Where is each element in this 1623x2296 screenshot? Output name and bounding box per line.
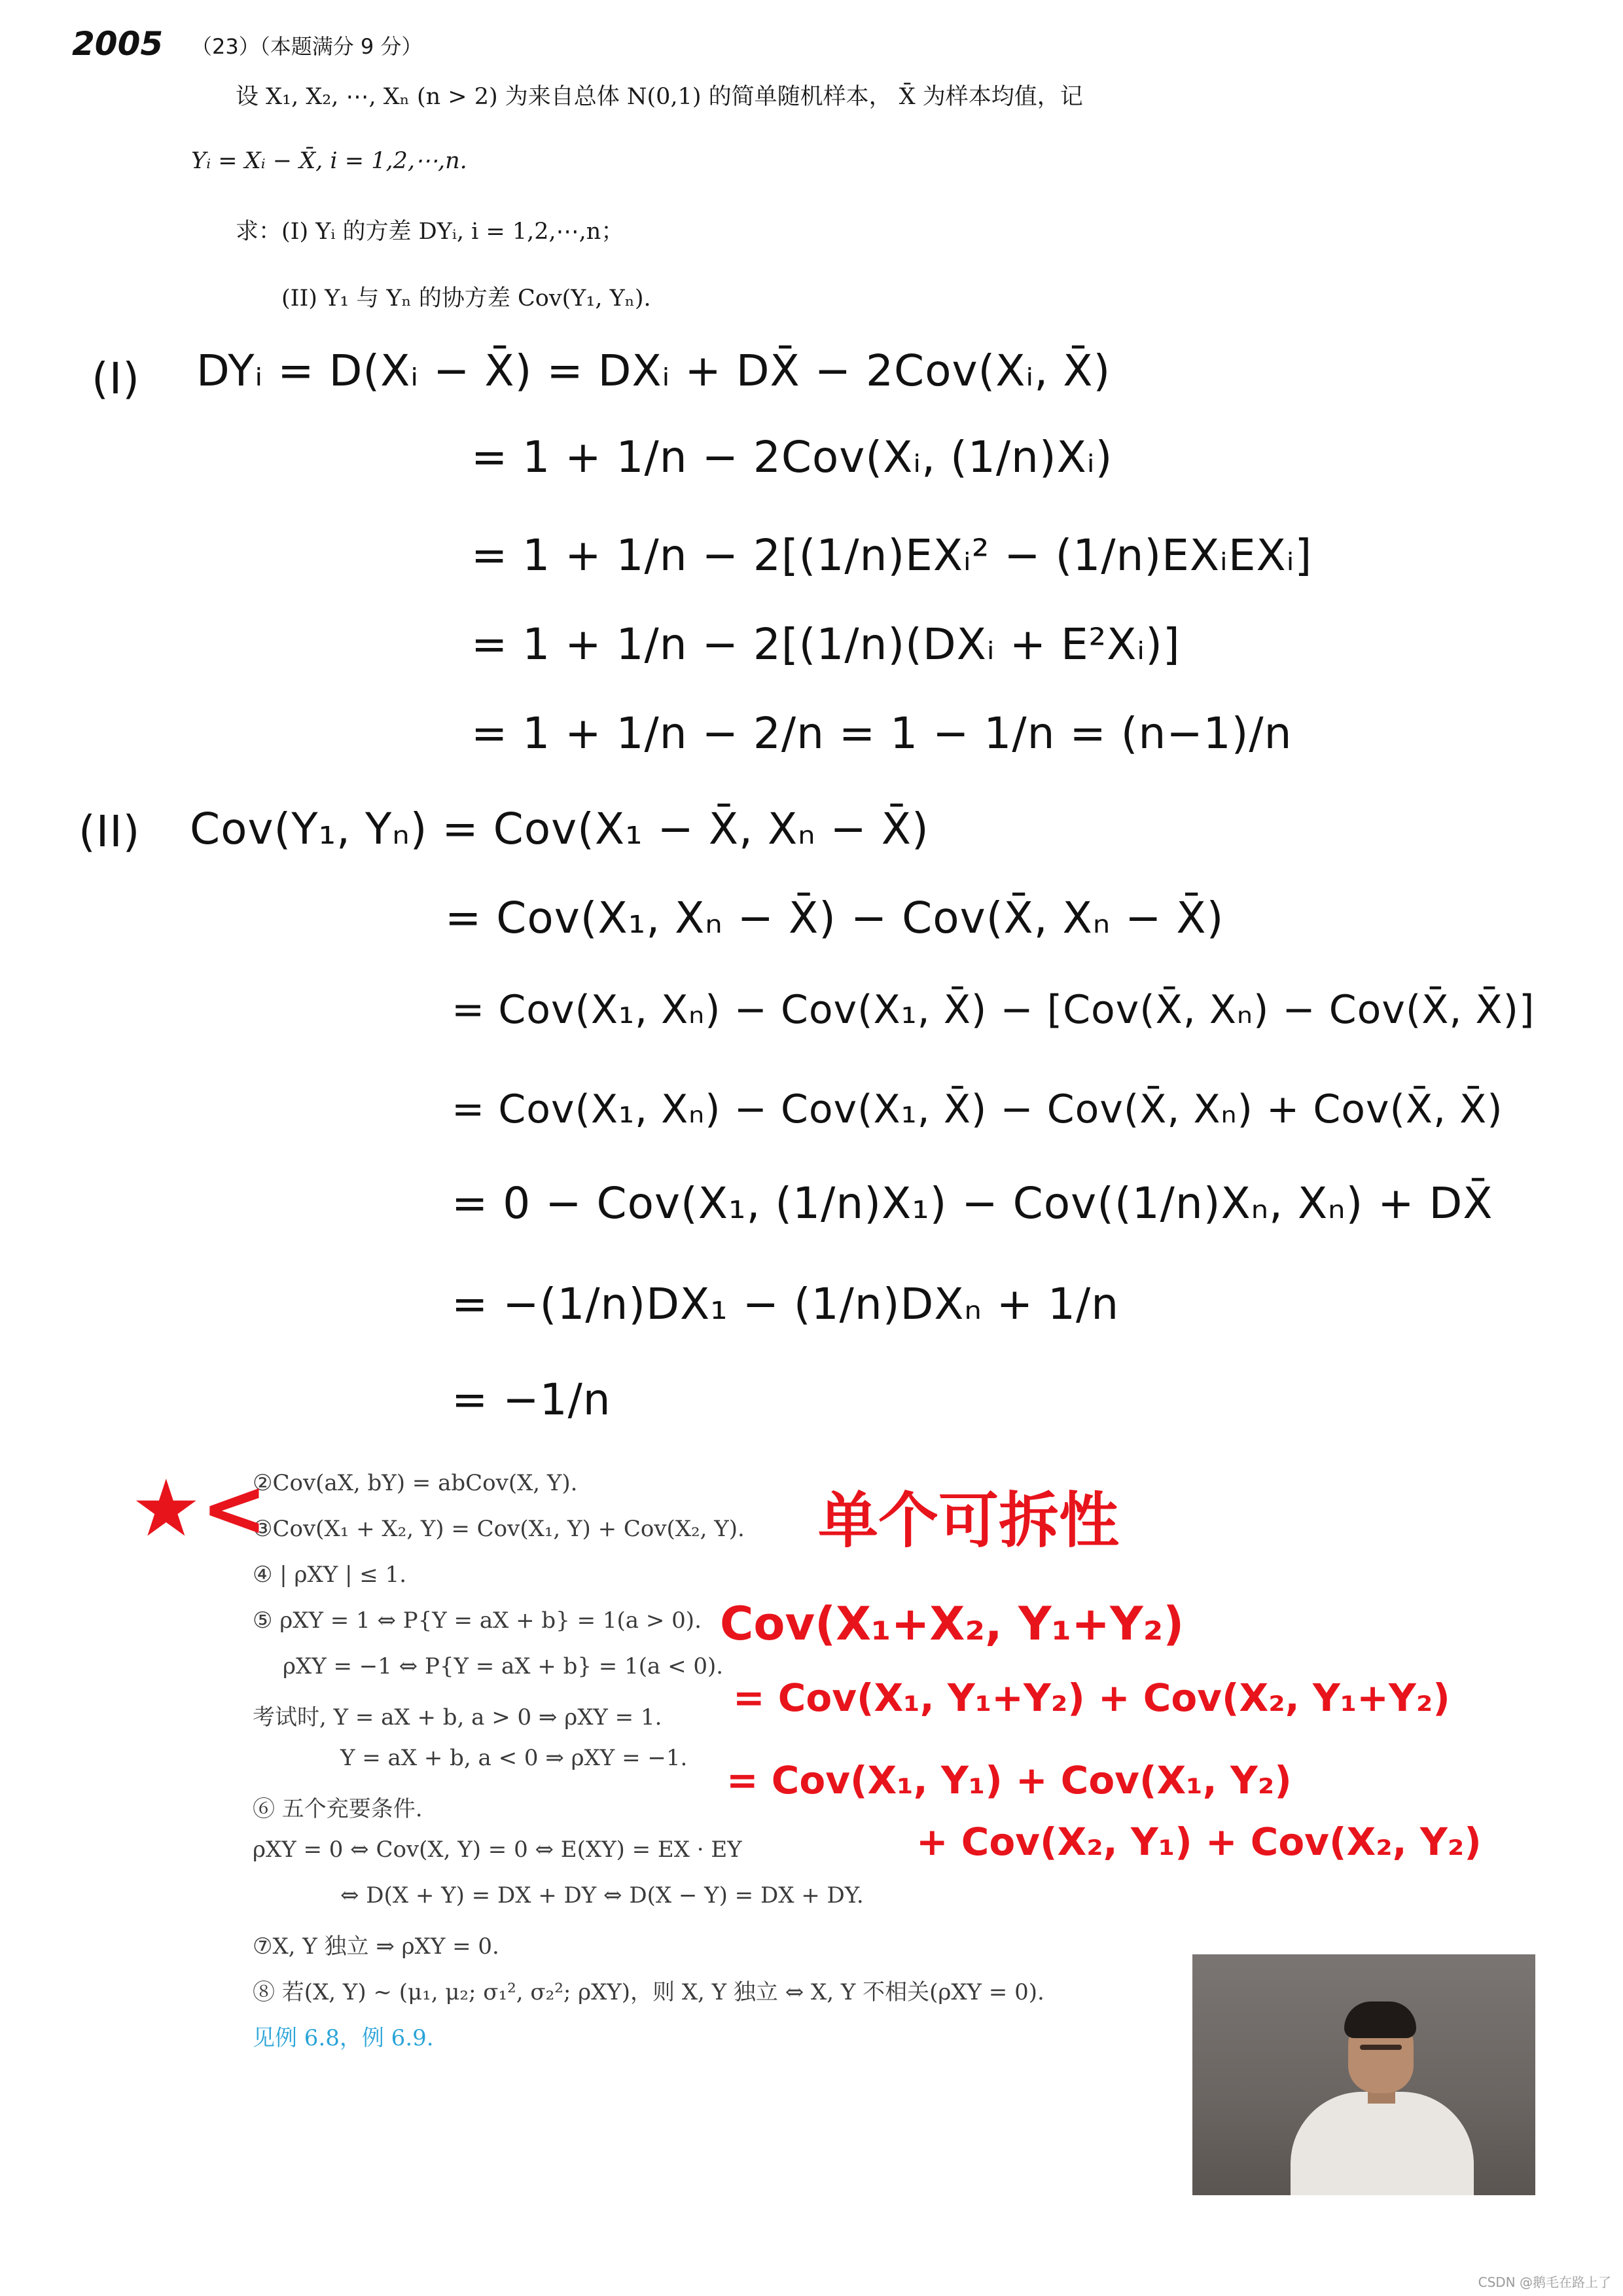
problem-part-1: 求：(I) Yᵢ 的方差 DYᵢ, i = 1,2,⋯,n； xyxy=(236,219,624,245)
solution-1-line: = 1 + 1/n − 2[(1/n)(DXᵢ + E²Xᵢ)] xyxy=(471,619,1181,670)
solution-2-line: = Cov(X₁, Xₙ) − Cov(X₁, X̄) − [Cov(X̄, Xₙ) − Cov(X̄, X̄)] xyxy=(452,987,1535,1033)
property-line: ⑤ ρXY = 1 ⇔ P{Y = aX + b} = 1(a > 0). xyxy=(253,1607,702,1634)
property-line: ④ | ρXY | ≤ 1. xyxy=(253,1562,406,1588)
annotation-title: 单个可拆性 xyxy=(818,1486,1120,1556)
property-line: ⑧ 若(X, Y) ~ (μ₁, μ₂; σ₁², σ₂²; ρXY)，则 X, Y 独立 ⇔ X, Y 不相关(ρXY = 0). xyxy=(253,1979,1044,2005)
webcam-video[interactable] xyxy=(1192,1954,1535,2195)
annotation-line: = Cov(X₁, Y₁+Y₂) + Cov(X₂, Y₁+Y₂) xyxy=(733,1676,1450,1720)
property-line: ②Cov(aX, bY) = abCov(X, Y). xyxy=(253,1470,578,1496)
solution-2-label: (II) xyxy=(79,806,141,857)
solution-2-line: = 0 − Cov(X₁, (1/n)X₁) − Cov((1/n)Xₙ, Xₙ) + DX̄ xyxy=(452,1178,1493,1229)
property-line: ρXY = −1 ⇔ P{Y = aX + b} = 1(a < 0). xyxy=(283,1653,724,1679)
problem-part-2: (II) Y₁ 与 Yₙ 的协方差 Cov(Y₁, Yₙ). xyxy=(281,285,651,312)
problem-line-2: Yᵢ = Xᵢ − X̄, i = 1,2,⋯,n. xyxy=(191,148,467,174)
annotation-line: Cov(X₁+X₂, Y₁+Y₂) xyxy=(720,1597,1185,1651)
annotation-line: = Cov(X₁, Y₁) + Cov(X₁, Y₂) xyxy=(726,1758,1292,1803)
annotation-line: + Cov(X₂, Y₁) + Cov(X₂, Y₂) xyxy=(916,1820,1482,1864)
solution-1-line: = 1 + 1/n − 2Cov(Xᵢ, (1/n)Xᵢ) xyxy=(471,432,1113,482)
solution-1-label: (I) xyxy=(92,353,140,404)
property-line: ⇔ D(X + Y) = DX + DY ⇔ D(X − Y) = DX + DY. xyxy=(340,1882,864,1909)
property-line: ρXY = 0 ⇔ Cov(X, Y) = 0 ⇔ E(XY) = EX · EY xyxy=(253,1837,742,1863)
property-line: 考试时, Y = aX + b, a > 0 ⇒ ρXY = 1. xyxy=(253,1704,662,1731)
person-body xyxy=(1291,2092,1474,2195)
solution-1-line: DYᵢ = D(Xᵢ − X̄) = DXᵢ + DX̄ − 2Cov(Xᵢ, X̄) xyxy=(196,346,1111,396)
solution-2-line: = Cov(X₁, Xₙ) − Cov(X₁, X̄) − Cov(X̄, Xₙ) + Cov(X̄, X̄) xyxy=(452,1086,1503,1132)
property-line: ⑥ 五个充要条件. xyxy=(253,1796,423,1822)
property-line: ③Cov(X₁ + X₂, Y) = Cov(X₁, Y) + Cov(X₂, Y). xyxy=(253,1516,745,1542)
reference-link[interactable]: 见例 6.8，例 6.9. xyxy=(253,2025,434,2051)
watermark: CSDN @鹅毛在路上了 xyxy=(1478,2274,1611,2290)
star-annotation: ★< xyxy=(131,1463,268,1554)
solution-2-line: = Cov(X₁, Xₙ − X̄) − Cov(X̄, Xₙ − X̄) xyxy=(445,893,1224,943)
problem-line-1: 设 X₁, X₂, ⋯, Xₙ (n > 2) 为来自总体 N(0,1) 的简单随机样本， X̄ 为样本均值，记 xyxy=(236,84,1083,110)
problem-title: （23）（本题满分 9 分） xyxy=(191,34,423,59)
solution-1-line: = 1 + 1/n − 2[(1/n)EXᵢ² − (1/n)EXᵢEXᵢ] xyxy=(471,530,1313,581)
property-line: Y = aX + b, a < 0 ⇒ ρXY = −1. xyxy=(340,1745,688,1771)
property-line: ⑦X, Y 独立 ⇒ ρXY = 0. xyxy=(253,1933,499,1960)
solution-2-line: = −(1/n)DX₁ − (1/n)DXₙ + 1/n xyxy=(452,1279,1120,1329)
solution-2-line: Cov(Y₁, Yₙ) = Cov(X₁ − X̄, Xₙ − X̄) xyxy=(190,804,929,854)
solution-1-line: = 1 + 1/n − 2/n = 1 − 1/n = (n−1)/n xyxy=(471,708,1293,759)
solution-2-line: = −1/n xyxy=(452,1374,611,1425)
year-label: 2005 xyxy=(72,25,164,63)
